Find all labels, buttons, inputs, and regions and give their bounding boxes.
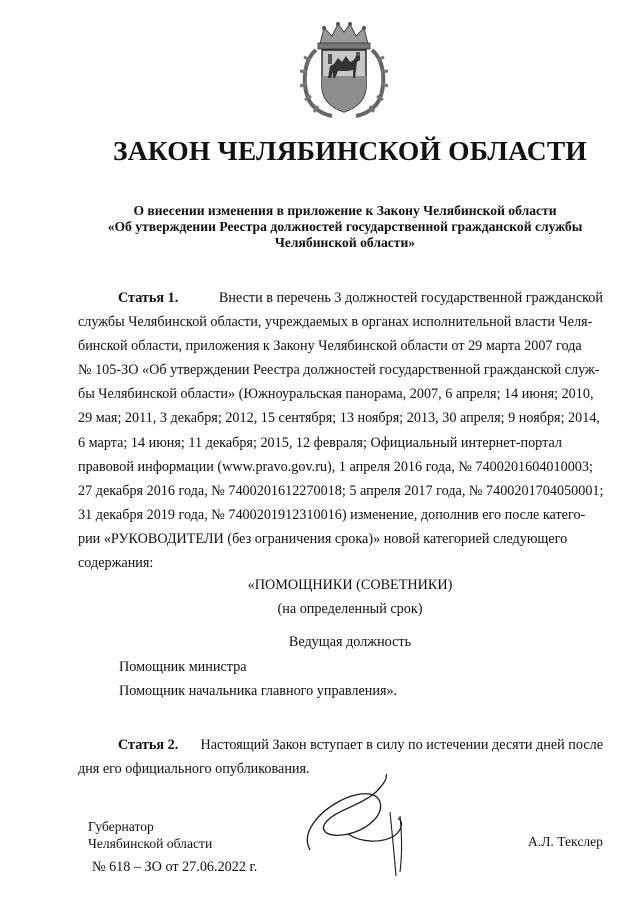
subtitle-line: «Об утверждении Реестра должностей государственной гражданской службы — [107, 219, 583, 234]
position-line: Челябинской области — [88, 836, 213, 851]
paragraph-line: дня его официального опубликования. — [78, 761, 310, 778]
paragraph-line: бинской области, приложения к Закону Челябинской области от 29 марта 2007 года — [78, 338, 582, 355]
paragraph-line: 31 декабря 2019 года, № 7400201912310016) изменение, дополнив его после катего- — [78, 506, 586, 523]
paragraph-line: бы Челябинской области» (Южноуральская панорама, 2007, 6 апреля; 14 июня; 2010, — [78, 386, 594, 403]
paragraph-line: содержания: — [78, 555, 154, 572]
position-line: Губернатор — [88, 819, 154, 834]
article-1 — [78, 286, 603, 575]
law-number: № 618 – ЗО от 27.06.2022 г. — [92, 859, 258, 875]
paragraph-line: 29 мая; 2011, 3 декабря; 2012, 15 сентября; 13 ноября; 2013, 30 апреля; 9 ноября; 2014, — [78, 410, 600, 427]
signatory-position — [88, 818, 212, 852]
category-term: (на определенный срок) — [277, 601, 423, 617]
paragraph-line: 27 декабря 2016 года, № 7400201612270018; 5 апреля 2017 года, № 7400201704050001; — [78, 482, 604, 499]
position-item: Помощник начальника главного управления». — [119, 683, 398, 699]
article-1-label: Статья 1. — [118, 290, 179, 306]
chelyabinsk-coat-of-arms-icon — [298, 20, 390, 120]
paragraph-line: 6 марта; 14 июня; 11 декабря; 2015, 12 февраля; Официальный интернет-портал — [78, 434, 562, 451]
article-1-first-line — [78, 286, 603, 310]
subtitle-line: Челябинской области» — [274, 235, 416, 250]
signer-name: А.Л. Текслер — [528, 834, 603, 849]
article-2-label: Статья 2. — [118, 737, 179, 753]
paragraph-line: службы Челябинской области, учреждаемых в органах исполнительной власти Челя- — [78, 314, 593, 331]
article-2-text-start: Настоящий Закон вступает в силу по истечении десяти дней после — [200, 737, 603, 753]
law-subtitle — [80, 203, 610, 251]
category-name: «ПОМОЩНИКИ (СОВЕТНИКИ) — [247, 577, 453, 593]
position-item: Помощник министра — [119, 659, 247, 675]
position-group: Ведущая должность — [288, 634, 412, 650]
paragraph-line: правовой информации (www.pravo.gov.ru), 1 апреля 2016 года, № 7400201604010003; — [78, 458, 593, 475]
subtitle-line: О внесении изменения в приложение к Закону Челябинской области — [133, 203, 557, 218]
paragraph-line: № 105-ЗО «Об утверждении Реестра должностей государственной гражданской служ- — [78, 362, 600, 379]
article-1-text-start: Внести в перечень 3 должностей государственной гражданской — [218, 290, 603, 306]
handwritten-signature — [290, 772, 420, 882]
paragraph-line: рии «РУКОВОДИТЕЛИ (без ограничения срока)» новой категорией следующего — [78, 530, 568, 547]
article-2-first-line — [78, 733, 603, 757]
law-title: ЗАКОН ЧЕЛЯБИНСКОЙ ОБЛАСТИ — [113, 135, 587, 166]
